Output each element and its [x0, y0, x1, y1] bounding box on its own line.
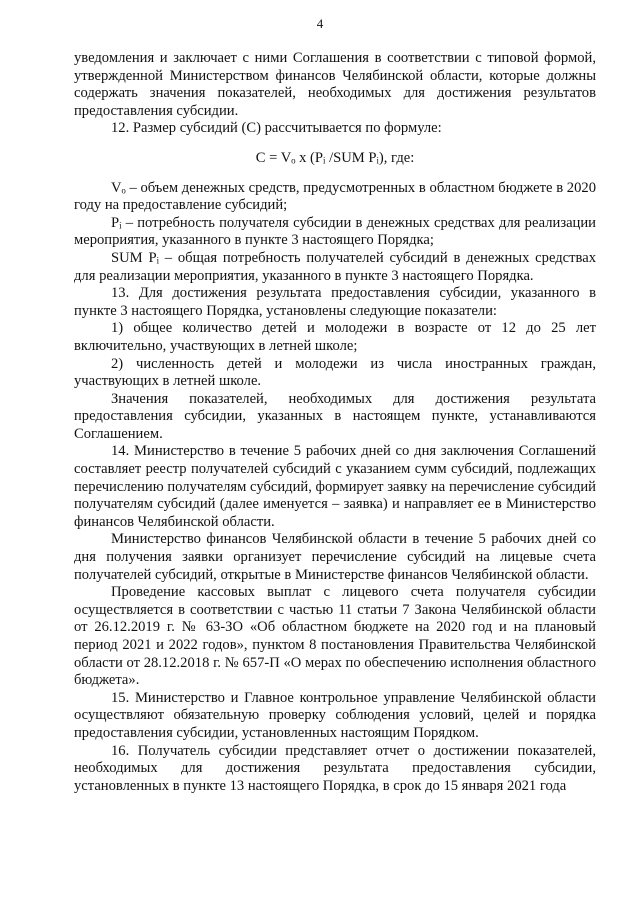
definition-vo: Vₒ – объем денежных средств, предусмотренных в областном бюджете в 2020 году на предоставление субсидий;	[74, 179, 596, 214]
paragraph-12: 12. Размер субсидий (С) рассчитывается по формуле:	[111, 120, 442, 137]
indicator-values: Значения показателей, необходимых для достижения результата предоставления субсидии, указанных в настоящем пункте, устанавливаются Соглашением.	[74, 390, 596, 442]
definition-sum-pi: SUM Pᵢ – общая потребность получателей субсидий в денежных средствах для реализации мероприятия, указанного в пункте 3 настоящего Порядка.	[74, 249, 596, 284]
paragraph-continuation: уведомления и заключает с ними Соглашения в соответствии с типовой формой, утвержденной Министерством финансов Челябинской области, которые должны содержать значения показателей, необходимых для достижения результатов предоставления субсидии.	[74, 50, 596, 119]
paragraph-15: 15. Министерство и Главное контрольное управление Челябинской области осуществляют обязательную проверку соблюдения условий, целей и порядка предоставления субсидии, установленных настоящим Порядком.	[74, 689, 596, 741]
paragraph-14: 14. Министерство в течение 5 рабочих дней со дня заключения Соглашений составляет реестр получателей субсидий с указанием сумм субсидий, подлежащих перечислению получателям субсидий, формирует заявку на перечисление субсидий получателям субсидий (далее именуется – заявка) и направляет ее в Министерство финансов Челябинской области.	[74, 443, 596, 530]
indicator-1: 1) общее количество детей и молодежи в возрасте от 12 до 25 лет включительно, участвующих в летней школе;	[74, 320, 596, 354]
page-number: 4	[316, 16, 324, 31]
paragraph-16: 16. Получатель субсидии представляет отчет о достижении показателей, необходимых для достижения результата предоставления субсидии, установленных в пункте 13 настоящего Порядка, в срок до 15 января 2021 года	[74, 742, 596, 794]
paragraph-13: 13. Для достижения результата предоставления субсидии, указанного в пункте 3 настоящего Порядка, установлены следующие показатели:	[74, 285, 596, 319]
subsidy-formula: C = Vₒ x (Pᵢ /SUM Pᵢ), где:	[255, 149, 415, 166]
paragraph-14-payments: Проведение кассовых выплат с лицевого счета получателя субсидии осуществляется в соответствии с частью 11 статьи 7 Закона Челябинской области от 26.12.2019 г. № 63-ЗО «Об областном бюджете на 2020 год и на плановый период 2021 и 2022 годов», пунктом 8 постановления Правительства Челябинской области от 28.12.2018 г. № 657-П «О мерах по обеспечению исполнения областного бюджета».	[74, 584, 596, 689]
definition-pi: Pᵢ – потребность получателя субсидии в денежных средствах для реализации мероприятия, указанного в пункте 3 настоящего Порядка;	[74, 214, 596, 249]
indicator-2: 2) численность детей и молодежи из числа иностранных граждан, участвующих в летней школе.	[74, 355, 596, 390]
paragraph-14-finance: Министерство финансов Челябинской области в течение 5 рабочих дней со дня получения заявки организует перечисление субсидий на лицевые счета получателей субсидий, открытые в Министерстве финансов Челябинской области.	[74, 531, 596, 583]
document-body	[74, 50, 596, 795]
